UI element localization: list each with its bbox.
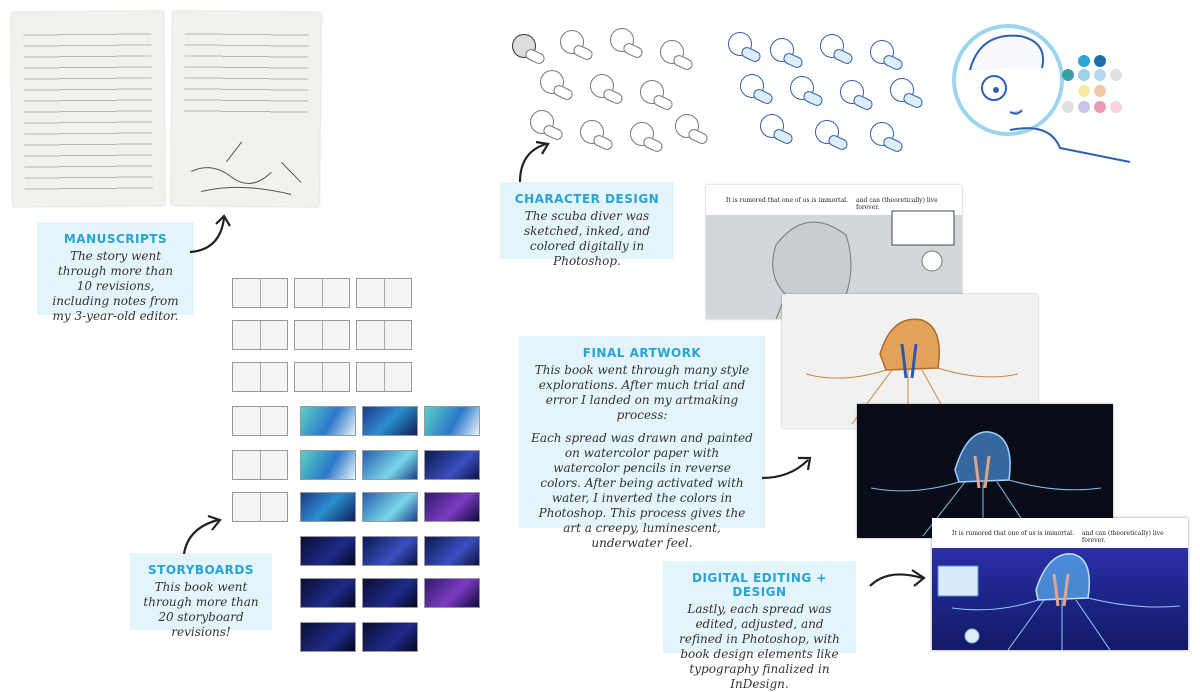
storyboards-caption (130, 553, 272, 639)
storyboard-thumb (232, 362, 288, 392)
storyboard-thumb (424, 406, 480, 436)
storyboard-thumb (294, 362, 350, 392)
digital-editing-body: Lastly, each spread was edited, adjusted, and refined in Photoshop, with book design elements like typography finalized in InDesign. (679, 602, 840, 691)
palette-swatch (1110, 101, 1122, 113)
manuscript-doodle (181, 121, 312, 202)
storyboard-thumb (232, 492, 288, 522)
character-design-caption (500, 182, 674, 268)
palette-swatch (1078, 69, 1090, 81)
manuscripts-body: The story went through more than 10 revisions, including notes from my 3-year-old editor. (52, 249, 179, 323)
manuscripts-title: MANUSCRIPTS (63, 232, 168, 246)
storyboard-thumb (362, 578, 418, 608)
manuscripts-caption (37, 222, 194, 323)
arrow-icon (760, 452, 816, 482)
final-artwork-para1: This book went through many style explorations. After much trial and error I landed on my artmaking process: (534, 363, 750, 422)
final-spread-left-text: It is rumored that one of us is immortal. (952, 530, 1074, 537)
arrow-icon (178, 510, 228, 558)
storyboard-thumb (362, 492, 418, 522)
storyboards-body: This book went through more than 20 storyboard revisions! (143, 580, 259, 639)
arrow-icon (514, 138, 554, 186)
palette-swatch (1078, 101, 1090, 113)
character-design-title: CHARACTER DESIGN (514, 192, 660, 206)
spread-final (932, 518, 1188, 650)
palette-swatch (1078, 55, 1090, 67)
palette-swatch (1094, 101, 1106, 113)
palette-swatch (1094, 85, 1106, 97)
storyboard-thumb (356, 362, 412, 392)
storyboard-thumb (232, 450, 288, 480)
manuscript-page-1 (11, 11, 165, 206)
storyboard-thumb (232, 320, 288, 350)
palette-swatch (1110, 69, 1122, 81)
arrow-icon (868, 562, 932, 590)
storyboard-thumb (424, 536, 480, 566)
palette-swatch (1062, 69, 1074, 81)
storyboard-thumb (362, 406, 418, 436)
arrow-icon (186, 208, 236, 258)
palette-swatch (1094, 69, 1106, 81)
spread-left-text: It is rumored that one of us is immortal. (726, 197, 848, 204)
final-artwork-para2: Each spread was drawn and painted on watercolor paper with watercolor pencils in reverse colors. After being activated with water, I inverted the colors in Photoshop. This process gives the art a creepy, luminescent, underwater feel. (531, 431, 753, 550)
storyboard-thumb (300, 622, 356, 652)
storyboard-thumb (356, 278, 412, 308)
digital-editing-title: DIGITAL EDITING + DESIGN (691, 571, 827, 599)
digital-editing-caption (663, 561, 856, 691)
color-palette (1060, 55, 1130, 125)
manuscript-page-2 (171, 11, 321, 207)
storyboard-thumb (300, 578, 356, 608)
storyboard-thumb (362, 536, 418, 566)
storyboard-thumb (356, 320, 412, 350)
spread-right-text: and can (theoretically) live forever. (856, 197, 938, 211)
character-colored (720, 10, 945, 180)
palette-swatch (1094, 55, 1106, 67)
storyboard-thumb (232, 406, 288, 436)
storyboard-thumb (424, 450, 480, 480)
palette-swatch (1078, 85, 1090, 97)
palette-swatch (1062, 101, 1074, 113)
storyboard-thumb (424, 492, 480, 522)
storyboard-thumb (300, 536, 356, 566)
storyboard-thumb (424, 578, 480, 608)
storyboard-thumb (300, 406, 356, 436)
storyboards-title: STORYBOARDS (148, 563, 254, 577)
storyboard-thumb (294, 278, 350, 308)
final-artwork-caption (519, 336, 765, 550)
storyboard-thumb (300, 492, 356, 522)
character-design-body: The scuba diver was sketched, inked, and colored digitally in Photoshop. (523, 209, 651, 268)
final-artwork-title: FINAL ARTWORK (582, 346, 702, 360)
storyboard-thumb (362, 622, 418, 652)
storyboard-thumb (294, 320, 350, 350)
storyboard-thumb (300, 450, 356, 480)
storyboard-thumb (232, 278, 288, 308)
final-spread-right-text: and can (theoretically) live forever. (1082, 530, 1164, 544)
storyboard-thumb (362, 450, 418, 480)
